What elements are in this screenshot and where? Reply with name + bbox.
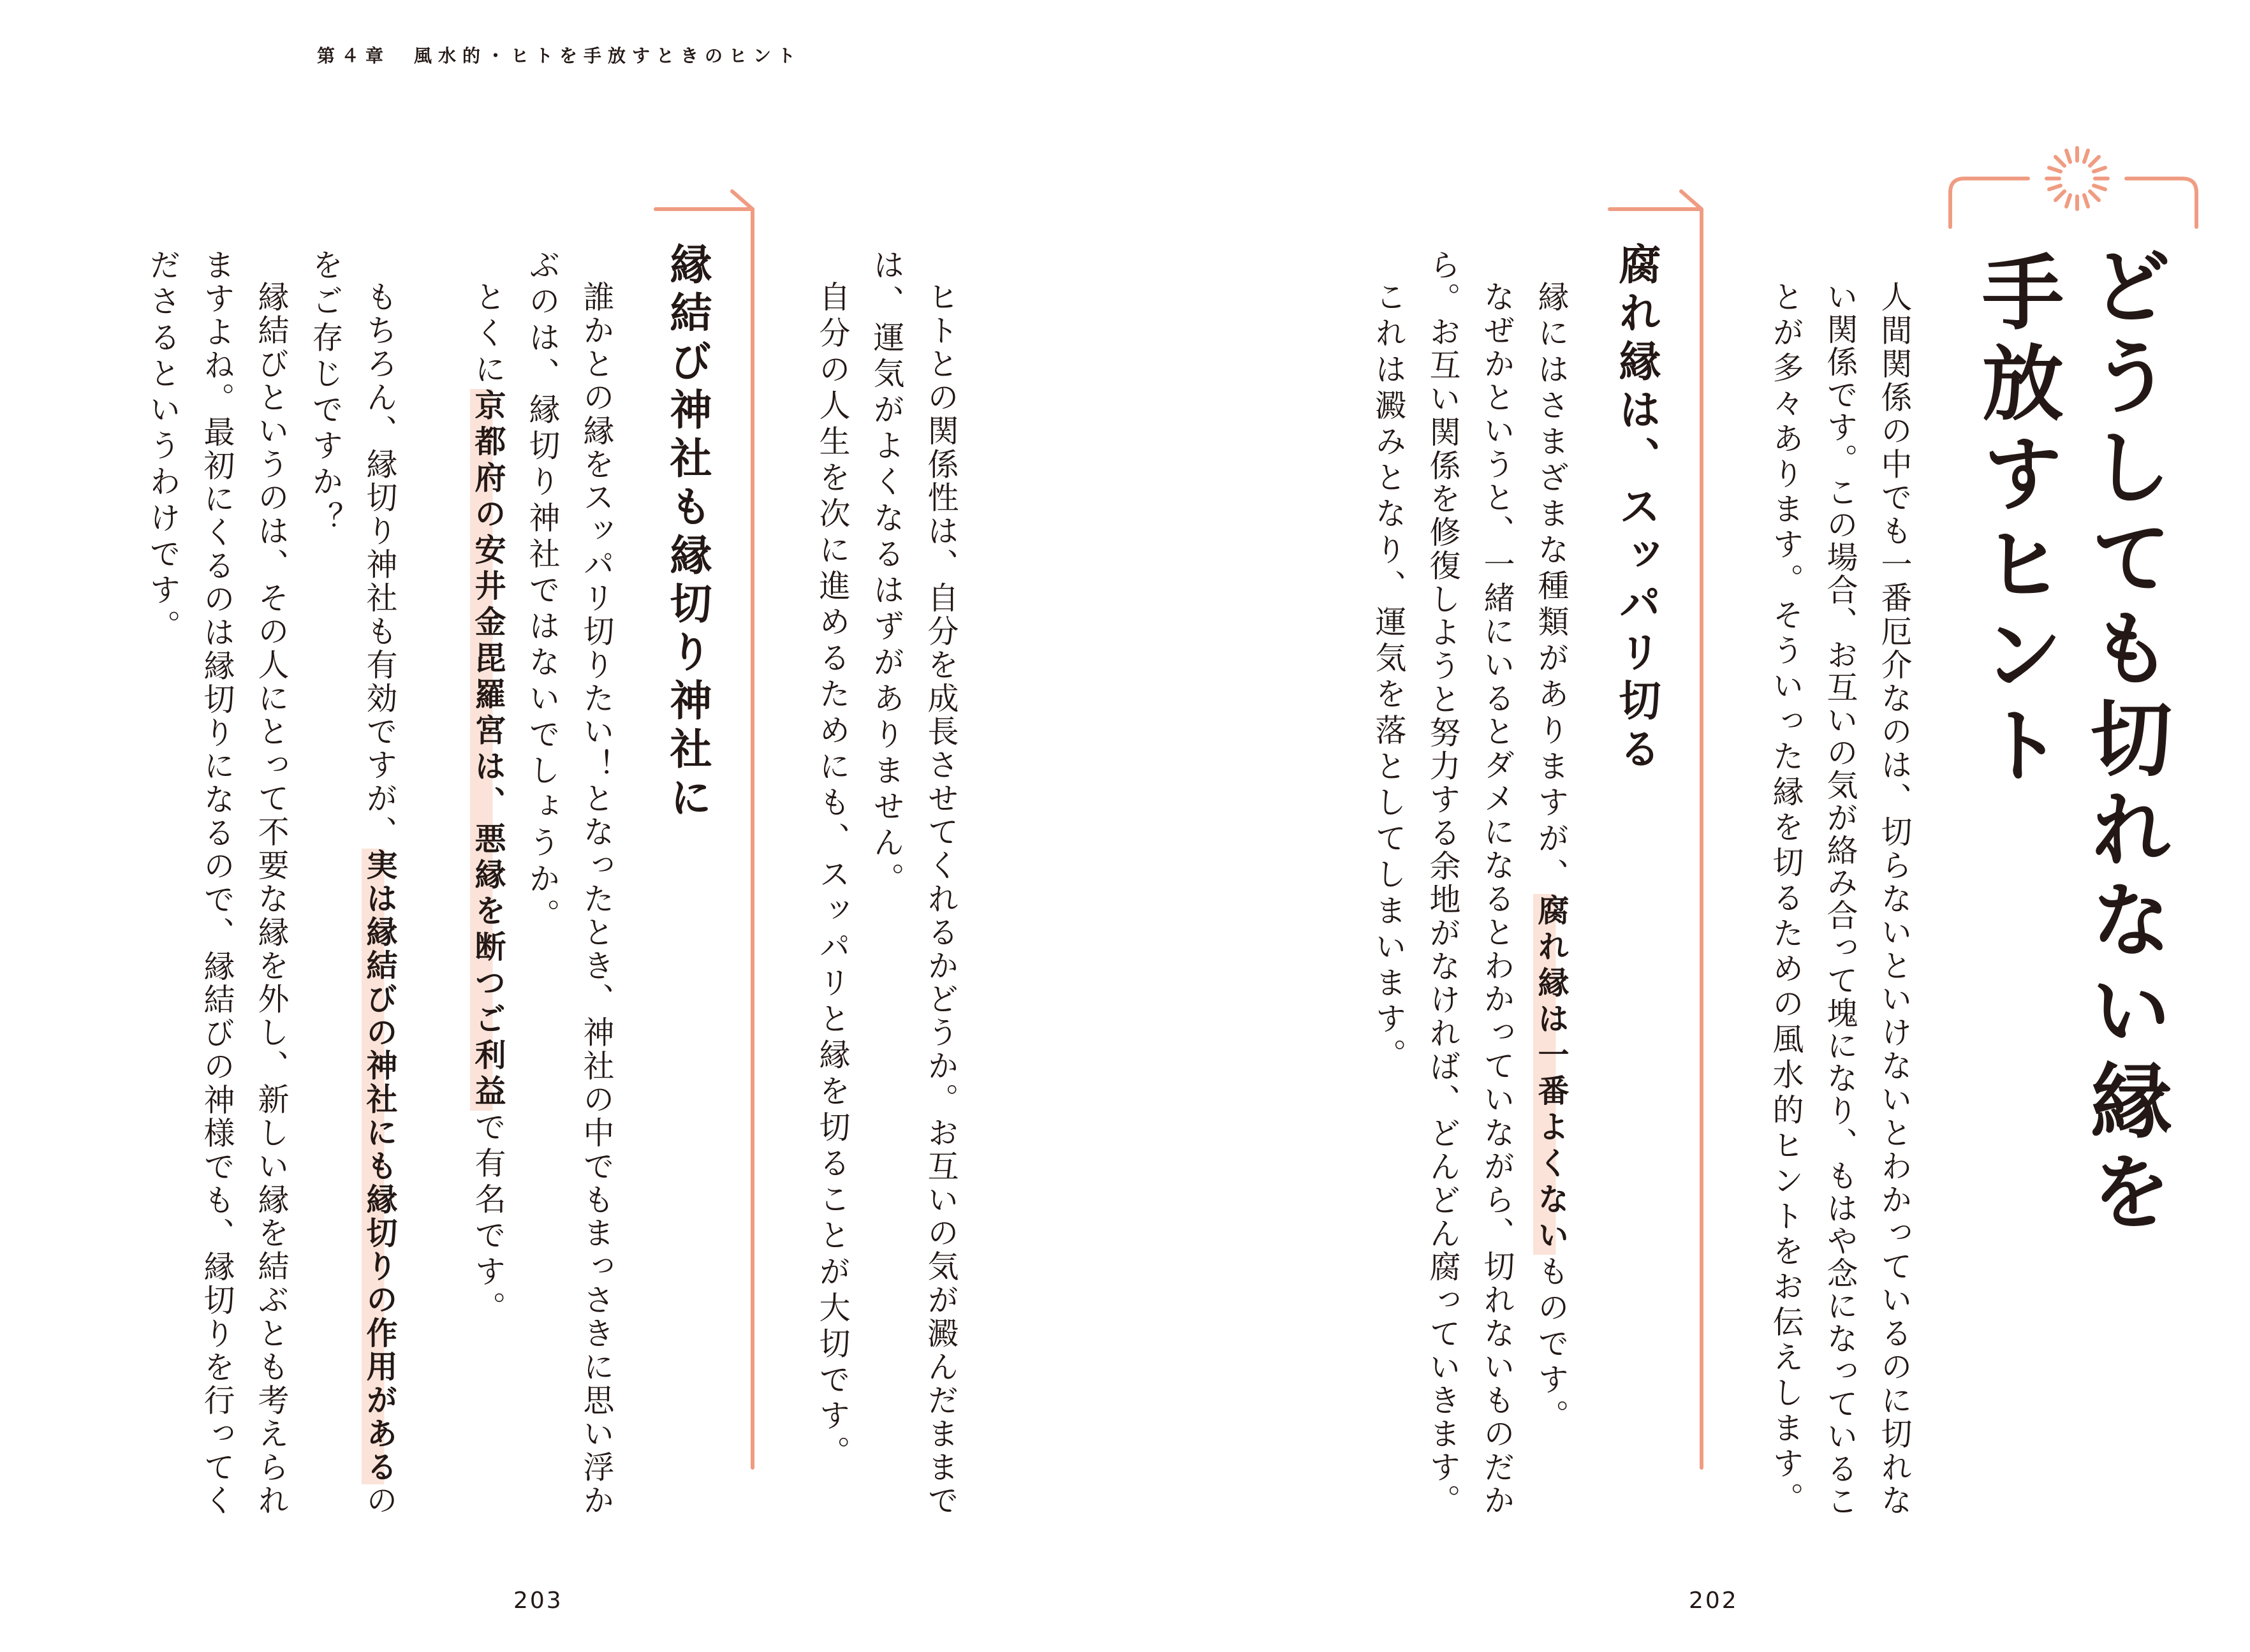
page-number-left: 203 (513, 1588, 563, 1614)
section2-line: 縁結びというのは、その人にとって不要な縁を外し、新しい縁を結ぶとも考えられ (253, 281, 290, 1517)
page-number-right: 202 (1689, 1588, 1739, 1614)
section1-line: ヒトとの関係性は、自分を成長させてくれるかどうか。お互いの気が澱んだままで (923, 281, 959, 1517)
section1-heading: 腐れ縁は、スッパリ切る (1612, 242, 1661, 775)
section2-line: をご存じですか？ (307, 249, 344, 537)
section1-line: 自分の人生を次に進めるためにも、スッパリと縁を切ることが大切です。 (814, 281, 851, 1472)
section1-line: なぜかというと、一緒にいるとダメになるとわかっていながら、切れないものだか (1479, 281, 1515, 1517)
title-frame (1950, 179, 2196, 227)
intro-line: 人間関係の中でも一番厄介なのは、切らないといけないとわかっているのに切れな (1876, 281, 1913, 1517)
section2-line: 誰かとの縁をスッパリ切りたい！となったとき、神社の中でもまっさきに思い浮か (578, 281, 615, 1517)
section2-highlight-1: 京都府の安井金毘羅宮は、悪縁を断つご利益 (470, 388, 506, 1111)
section1-line: は、運気がよくなるはずがありません。 (869, 249, 905, 898)
section2-line: もちろん、縁切り神社も有効ですが、実は縁結びの神社にも縁切りの作用があるの (362, 281, 398, 1517)
section1-line: 縁にはさまざまな種類がありますが、腐れ縁は一番よくないものです。 (1533, 281, 1570, 1436)
section2-line: ださるというわけです。 (145, 249, 181, 646)
section2-line: ぶのは、縁切り神社ではないでしょうか。 (524, 249, 561, 935)
section2-line: とくに京都府の安井金毘羅宮は、悪縁を断つご利益で有名です。 (470, 281, 506, 1327)
intro-line: とが多々あります。そういった縁を切るための風水的ヒントをお伝えします。 (1768, 281, 1804, 1517)
sunburst-icon (2047, 148, 2108, 209)
section1-highlight: 腐れ縁は一番よくない (1533, 894, 1570, 1255)
section2-highlight-2: 実は縁結びの神社にも縁切りの作用がある (362, 849, 398, 1484)
section1-line: ら。お互い関係を修復しようと努力する余地がなければ、どんどん腐っていきます。 (1425, 249, 1461, 1517)
article-title-line1: どうしても切れない縁を (2077, 244, 2172, 1239)
article-title-line2: 手放すヒント (1968, 250, 2063, 793)
section2-heading: 縁結び神社も縁切り神社に (663, 242, 712, 824)
section2-line: ますよね。最初にくるのは縁切りになるので、縁結びの神様でも、縁切りを行ってく (199, 249, 235, 1517)
section1-line: これは澱みとなり、運気を落としてしまいます。 (1371, 281, 1407, 1075)
running-head: 第４章 風水的・ヒトを手放すときのヒント (317, 45, 802, 66)
intro-line: い関係です。この場合、お互いの気が絡み合って塊になり、もはや念になっているこ (1822, 281, 1858, 1517)
